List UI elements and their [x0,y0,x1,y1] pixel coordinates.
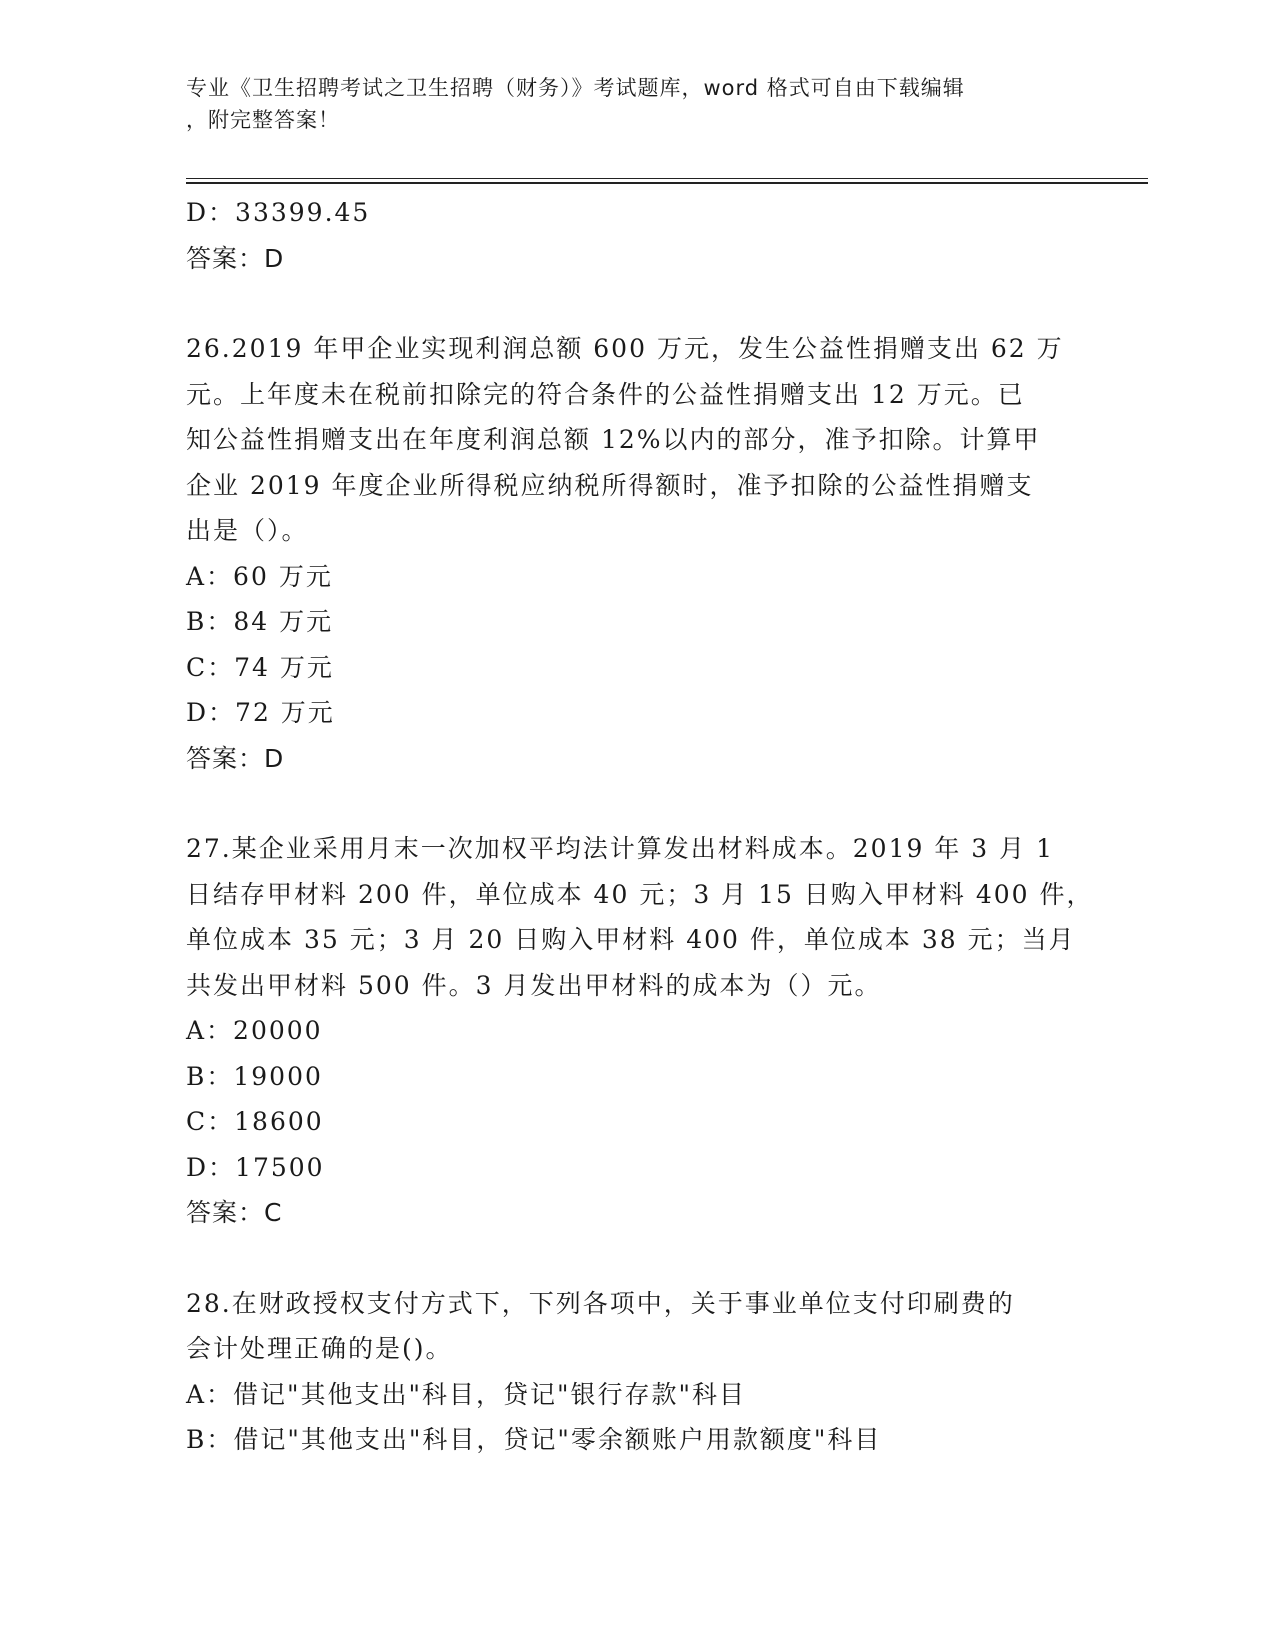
question-28-option-a: A：借记"其他支出"科目，贷记"银行存款"科目 [186,1379,747,1409]
question-28-option-b: B：借记"其他支出"科目，贷记"零余额账户用款额度"科目 [186,1425,882,1454]
header-divider [186,178,1148,184]
header-line-1: 专业《卫生招聘考试之卫生招聘（财务）》考试题库，word 格式可自由下载编辑 [186,76,965,100]
prev-option-d: D：33399.45 [186,198,371,227]
question-28-line-1: 28.在财政授权支付方式下，下列各项中，关于事业单位支付印刷费的 [186,1288,1015,1318]
question-28-line-2: 会计处理正确的是()。 [186,1334,453,1363]
document-body [186,190,1094,1463]
question-27-answer: 答案：C [186,1198,283,1227]
question-27-line-1: 27.某企业采用月末一次加权平均法计算发出材料成本。2019 年 3 月 1 [186,834,1054,863]
spacer [186,781,1086,826]
question-27-line-2: 日结存甲材料 200 件，单位成本 40 元；3 月 15 日购入甲材料 400 件， [186,879,1094,909]
question-26-option-c: C：74 万元 [186,652,334,682]
question-27-option-a: A：20000 [186,1016,323,1045]
question-26-option-a: A：60 万元 [186,561,333,591]
question-26-line-4: 企业 2019 年度企业所得税应纳税所得额时，准予扣除的公益性捐赠支 [186,470,1034,500]
question-27-option-c: C：18600 [186,1107,324,1136]
question-26-option-b: B：84 万元 [186,607,334,636]
question-26 [186,326,1086,781]
prev-answer: 答案：D [186,243,285,273]
question-26-option-d: D：72 万元 [186,698,335,727]
header-line-2: ，附完整答案！ [186,108,340,132]
question-27-option-d: D：17500 [186,1152,325,1182]
question-27-line-4: 共发出甲材料 500 件。3 月发出甲材料的成本为（）元。 [186,970,882,1000]
question-26-line-1: 26.2019 年甲企业实现利润总额 600 万元，发生公益性捐赠支出 62 万 [186,334,1064,363]
question-28 [186,1281,1086,1463]
question-26-answer: 答案：D [186,743,285,773]
question-26-line-3: 知公益性捐赠支出在年度利润总额 12%以内的部分，准予扣除。计算甲 [186,425,1041,454]
question-26-line-5: 出是（）。 [186,516,309,545]
question-27 [186,826,1094,1236]
spacer [186,281,1086,326]
spacer [186,1236,1086,1281]
question-27-line-3: 单位成本 35 元；3 月 20 日购入甲材料 400 件，单位成本 38 元；当月 [186,925,1076,954]
page-header [186,72,1066,136]
question-26-line-2: 元。上年度未在税前扣除完的符合条件的公益性捐赠支出 12 万元。已 [186,379,1025,409]
question-27-option-b: B：19000 [186,1061,323,1091]
